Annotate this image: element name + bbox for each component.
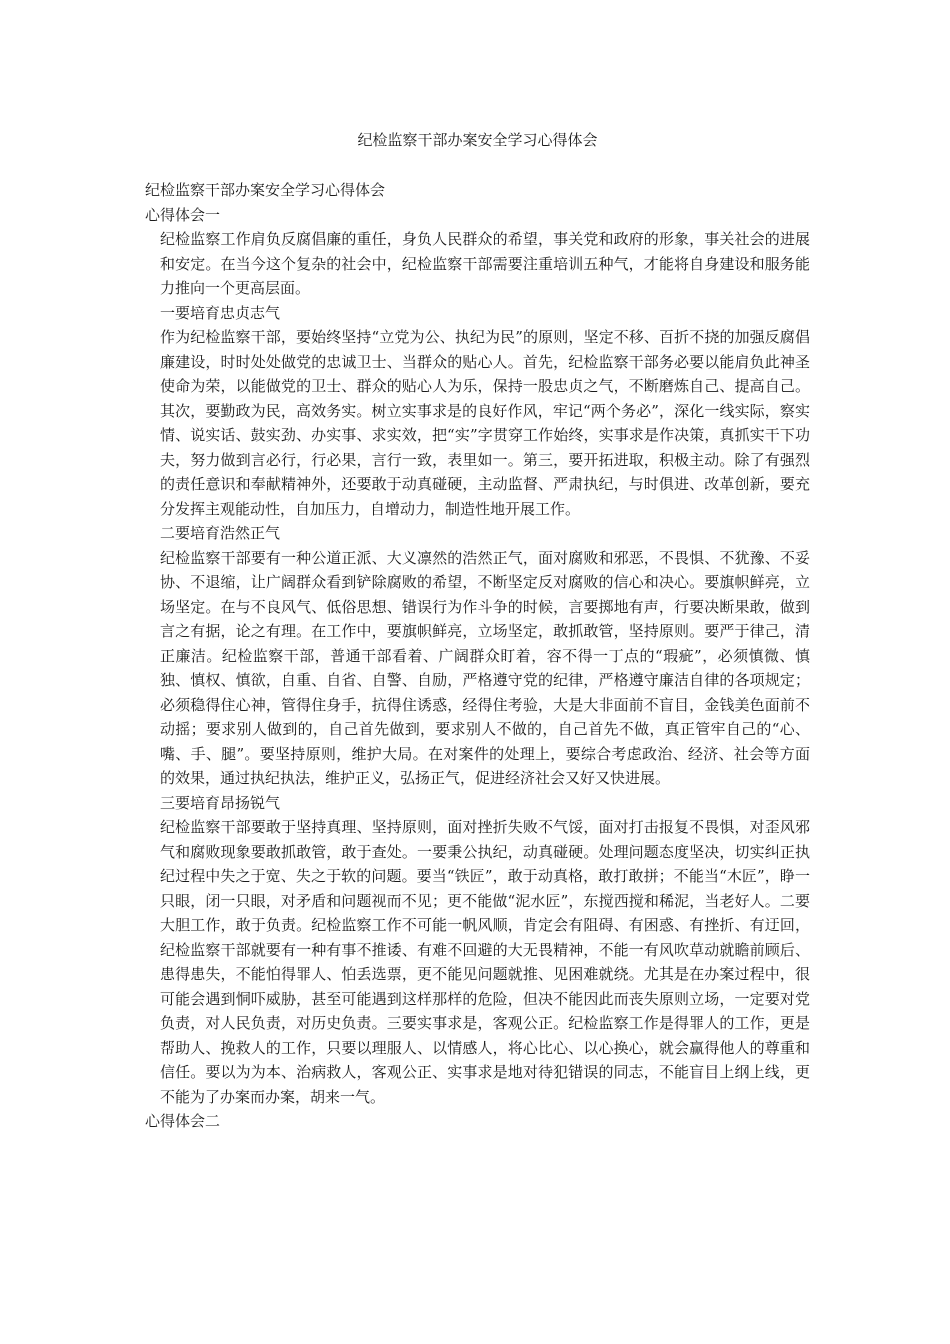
point-1-paragraph: 作为纪检监察干部，要始终坚持“立党为公、执纪为民”的原则，坚定不移、百折不挠的加强反腐倡廉建设，时时处处做党的忠诚卫士、当群众的贴心人。首先，纪检监察干部务必要以能肩负此神圣使命为荣，以能做党的卫士、群众的贴心人为乐，保持一股忠贞之气，不断磨炼自己、提高自己。其次，要勤政为民，高效务实。树立实事求是的良好作风，牢记“两个务必”，深化一线实际，察实情、说实话、鼓实劲、办实事、求实效，把“实”字贯穿工作始终，实事求是作决策，真抓实干下功夫，努力做到言必行，行必果，言行一致，表里如一。第三，要开拓进取，积极主动。除了有强烈的责任意识和奉献精神外，还要敢于动真碰硬，主动监督、严肃执纪，与时俱进、改革创新，要充分发挥主观能动性，自加压力，自增动力，制造性地开展工作。 [160,328,810,518]
point-3-heading: 三要培育昂扬锐气 [160,793,281,812]
document-body [145,178,810,1134]
point-2-heading: 二要培育浩然正气 [160,524,281,542]
point-2-paragraph: 纪检监察干部要有一种公道正派、大义凛然的浩然正气，面对腐败和邪恶，不畏惧、不犹豫、不妥协、不退缩，让广阔群众看到铲除腐败的希望，不断坚定反对腐败的信心和决心。要旗帜鲜亮，立场坚定。在与不良风气、低俗思想、错误行为作斗争的时候，言要掷地有声，行要决断果敢，做到言之有据，论之有理。在工作中，要旗帜鲜亮，立场坚定，敢抓敢管，坚持原则。要严于律己，清正廉洁。纪检监察干部，普通干部看着、广阔群众盯着，容不得一丁点的“瑕疵”，必须慎微、慎独、慎权、慎欲，自重、自省、自警、自励，严格遵守党的纪律，严格遵守廉洁自律的各项规定；必须稳得住心神，管得住身手，抗得住诱惑，经得住考验，大是大非面前不盲目，金钱美色面前不动摇；要求别人做到的，自己首先做到，要求别人不做的，自己首先不做，真正管牢自己的“心、嘴、手、腿”。要坚持原则，维护大局。在对案件的处理上，要综合考虑政治、经济、社会等方面的效果，通过执纪执法，维护正义，弘扬正气，促进经济社会又好又快进展。 [160,548,810,787]
document-title: 纪检监察干部办案安全学习心得体会 [357,131,598,149]
intro-paragraph: 纪检监察工作肩负反腐倡廉的重任，身负人民群众的希望，事关党和政府的形象，事关社会的进展和安定。在当今这个复杂的社会中，纪检监察干部需要注重培训五种气，才能将自身建设和服务能力推向一个更高层面。 [160,230,810,297]
section-label-1: 心得体会一 [145,205,221,224]
article-heading: 纪检监察干部办案安全学习心得体会 [145,181,386,199]
section-label-2: 心得体会二 [145,1112,221,1130]
point-1-heading: 一要培育忠贞志气 [160,303,281,322]
point-3-paragraph: 纪检监察干部要敢于坚持真理、坚持原则，面对挫折失败不气馁，面对打击报复不畏惧，对歪风邪气和腐败现象要敢抓敢管，敢于查处。一要秉公执纪，动真碰硬。处理问题态度坚决，切实纠正执纪过程中失之于宽、失之于软的问题。要当“铁匠”，敢于动真格，敢打敢拼；不能当“木匠”，睁一只眼，闭一只眼，对矛盾和问题视而不见；更不能做“泥水匠”，东搅西搅和稀泥，当老好人。二要大胆工作，敢于负责。纪检监察工作不可能一帆风顺，肯定会有阻碍、有困惑、有挫折、有迂回，纪检监察干部就要有一种有事不推诿、有难不回避的大无畏精神，不能一有风吹草动就瞻前顾后、患得患失，不能怕得罪人、怕丢选票，更不能见问题就推、见困难就绕。尤其是在办案过程中，很可能会遇到恫吓威胁，甚至可能遇到这样那样的危险，但决不能因此而丧失原则立场，一定要对党负责，对人民负责，对历史负责。三要实事求是，客观公正。纪检监察工作是得罪人的工作，更是帮助人、挽救人的工作，只要以理服人、以情感人，将心比心、以心换心，就会赢得他人的尊重和信任。要以为为本、治病救人，客观公正、实事求是地对待犯错误的同志，不能盲目上纲上线，更不能为了办案而办案，胡来一气。 [160,818,810,1106]
